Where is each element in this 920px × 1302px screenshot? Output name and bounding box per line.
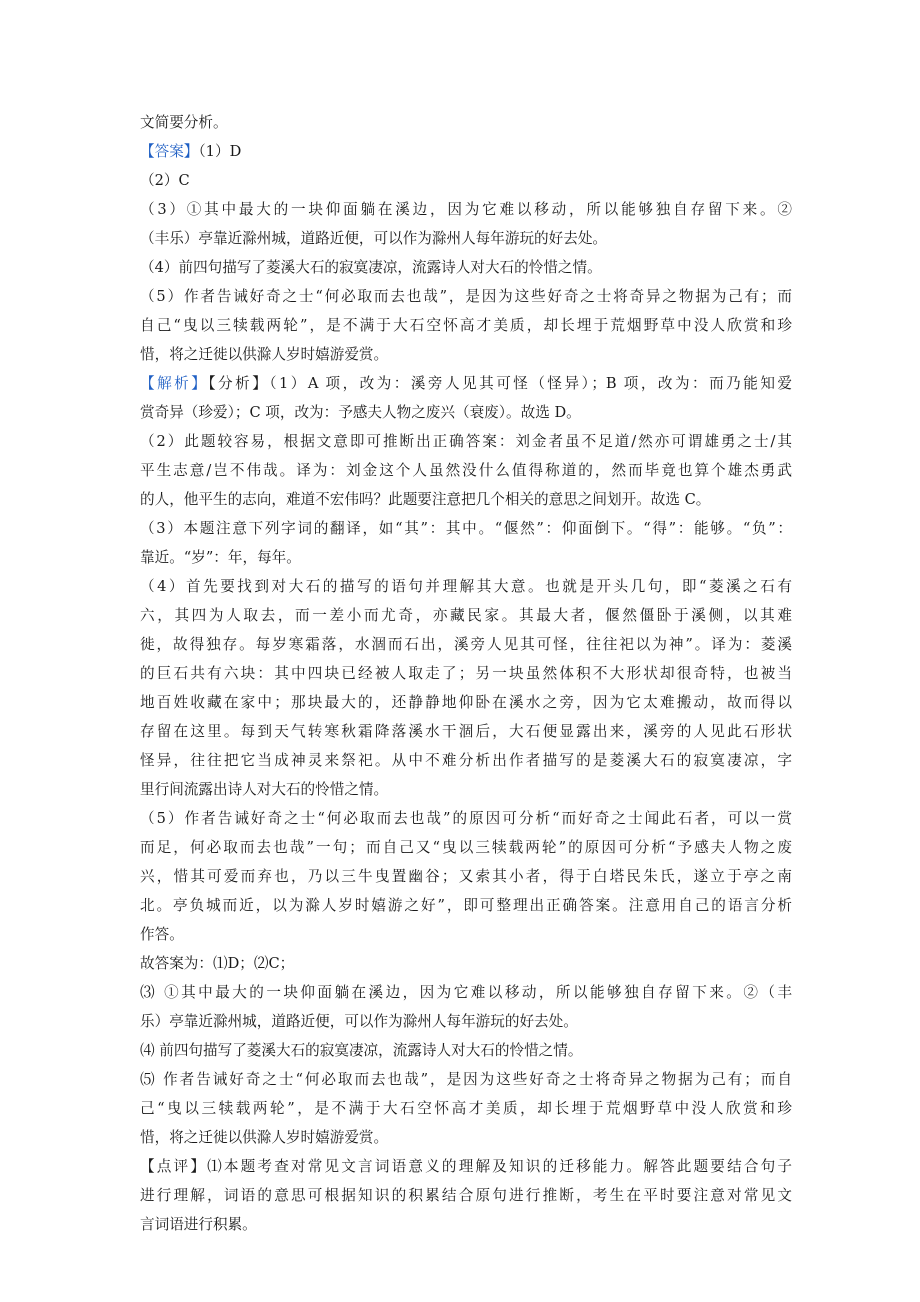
answer-tag: 【答案】	[140, 143, 199, 160]
summary-s5-line1: ⑸ 作者告诫好奇之士“何必取而去也哉”，是因为这些好奇之士将奇异之物据为己有；而自	[140, 1071, 792, 1088]
analysis-p4-line6: 存留在这里。每到天气转寒秋霜降落溪水干涸后，大石便显露出来，溪旁的人见此石形状	[140, 723, 792, 740]
analysis-p4-line1: （4）首先要找到对大石的描写的语句并理解其大意。也就是开头几句，即“菱溪之石有	[140, 578, 792, 595]
analysis-p5-line1: （5）作者告诫好奇之士“何必取而去也哉”的原因可分析“而好奇之士闻此石者，可以一赏	[140, 810, 792, 827]
analysis-p4-line7: 怪异，往往把它当成神灵来祭祀。从中不难分析出作者描写的是菱溪大石的寂寞凄凉，字	[140, 752, 792, 769]
analysis-p4-line3: 徙，故得独存。每岁寒霜落，水涸而石出，溪旁人见其可怪，往往祀以为神”。译为：菱溪	[140, 636, 792, 653]
analysis-p5-line5: 作答。	[140, 926, 184, 943]
analysis-sub-tag: 【分析】	[208, 375, 270, 392]
analysis-p5-line4: 北。亭负城而近，以为滁人岁时嬉游之好”，即可整理出正确答案。注意用自己的语言分析	[140, 897, 792, 914]
analysis-p1-text: （1）A 项，改为：溪旁人见其可怪（怪异）；B 项，改为：而乃能知爱	[269, 375, 792, 392]
analysis-p4-line4: 的巨石共有六块：其中四块已经被人取走了；另一块虽然体积不大形状却很奇特，也被当	[140, 665, 792, 682]
analysis-p4-line8: 里行间流露出诗人对大石的怜惜之情。	[140, 781, 389, 798]
answer-q1-line	[140, 137, 792, 166]
document-page	[140, 108, 792, 1239]
summary-s5-line3: 惜，将之迁徙以供滁人岁时嬉游爱赏。	[140, 1129, 389, 1146]
answer-q4: （4）前四句描写了菱溪大石的寂寞凄凉，流露诗人对大石的怜惜之情。	[140, 259, 602, 276]
answer-q5-line2: 自己“曳以三犊载两轮”，是不满于大石空怀高才美质，却长埋于荒烟野草中没人欣赏和珍	[140, 317, 792, 334]
intro-line: 文简要分析。	[140, 114, 228, 131]
analysis-p5-line3: 兴，惜其可爱而弃也，乃以三牛曳置幽谷；又索其小者，得于白塔民朱氏，遂立于亭之南	[140, 868, 792, 885]
answer-q2: （2）C	[140, 172, 190, 189]
analysis-p2-line2: 平生志意/岂不伟哉。译为：刘金这个人虽然没什么值得称道的，然而毕竟也算个雄杰勇武	[140, 462, 792, 479]
comment-line1: 【点评】⑴本题考查对常见文言词语意义的理解及知识的迁移能力。解答此题要结合句子	[140, 1158, 792, 1175]
analysis-p2-line3: 的人，他平生的志向，难道不宏伟吗？此题要注意把几个相关的意思之间划开。故选 C。	[140, 491, 711, 508]
analysis-p1-line1	[140, 369, 792, 398]
summary-s3-line1: ⑶ ①其中最大的一块仰面躺在溪边，因为它难以移动，所以能够独自存留下来。②（丰	[140, 984, 792, 1001]
analysis-p4-line5: 地百姓收藏在家中；那块最大的，还静静地仰卧在溪水之旁，因为它太难搬动，故而得以	[140, 694, 792, 711]
answer-q3-line1: （3）①其中最大的一块仰面躺在溪边，因为它难以移动，所以能够独自存留下来。②	[140, 201, 792, 218]
analysis-p1-line2: 赏奇异（珍爱）；C 项，改为：予感夫人物之废兴（衰废）。故选 D。	[140, 404, 581, 421]
answer-q5-line3: 惜，将之迁徙以供滁人岁时嬉游爱赏。	[140, 346, 389, 363]
analysis-p3-line2: 靠近。“岁”：年，每年。	[140, 549, 301, 566]
summary-line0: 故答案为：⑴D；⑵C；	[140, 955, 295, 972]
analysis-tag: 【解析】	[140, 375, 209, 392]
summary-s4: ⑷ 前四句描写了菱溪大石的寂寞凄凉，流露诗人对大石的怜惜之情。	[140, 1042, 583, 1059]
answer-q3-line2: （丰乐）亭靠近滁州城，道路近便，可以作为滁州人每年游玩的好去处。	[140, 230, 608, 247]
analysis-p5-line2: 而足，何必取而去也哉”一句；而自己又“曳以三犊载两轮”的原因可分析“予感夫人物之废	[140, 839, 792, 856]
answer-q1: （1）D	[198, 143, 242, 160]
comment-line2: 进行理解，词语的意思可根据知识的积累结合原句进行推断，考生在平时要注意对常见文	[140, 1187, 792, 1204]
comment-line3: 言词语进行积累。	[140, 1216, 257, 1233]
analysis-p3-line1: （3）本题注意下列字词的翻译，如“其”：其中。“偃然”：仰面倒下。“得”：能够。“负”：	[140, 520, 792, 537]
analysis-p4-line2: 六，其四为人取去，而一差小而尤奇，亦藏民家。其最大者，偃然僵卧于溪侧，以其难	[140, 607, 792, 624]
answer-q5-line1: （5）作者告诫好奇之士“何必取而去也哉”，是因为这些好奇之士将奇异之物据为己有；而	[140, 288, 792, 305]
summary-s3-line2: 乐）亭靠近滁州城，道路近便，可以作为滁州人每年游玩的好去处。	[140, 1013, 578, 1030]
analysis-p2-line1: （2）此题较容易，根据文意即可推断出正确答案：刘金者虽不足道/然亦可谓雄勇之士/其	[140, 433, 792, 450]
summary-s5-line2: 己“曳以三犊载两轮”，是不满于大石空怀高才美质，却长埋于荒烟野草中没人欣赏和珍	[140, 1100, 792, 1117]
